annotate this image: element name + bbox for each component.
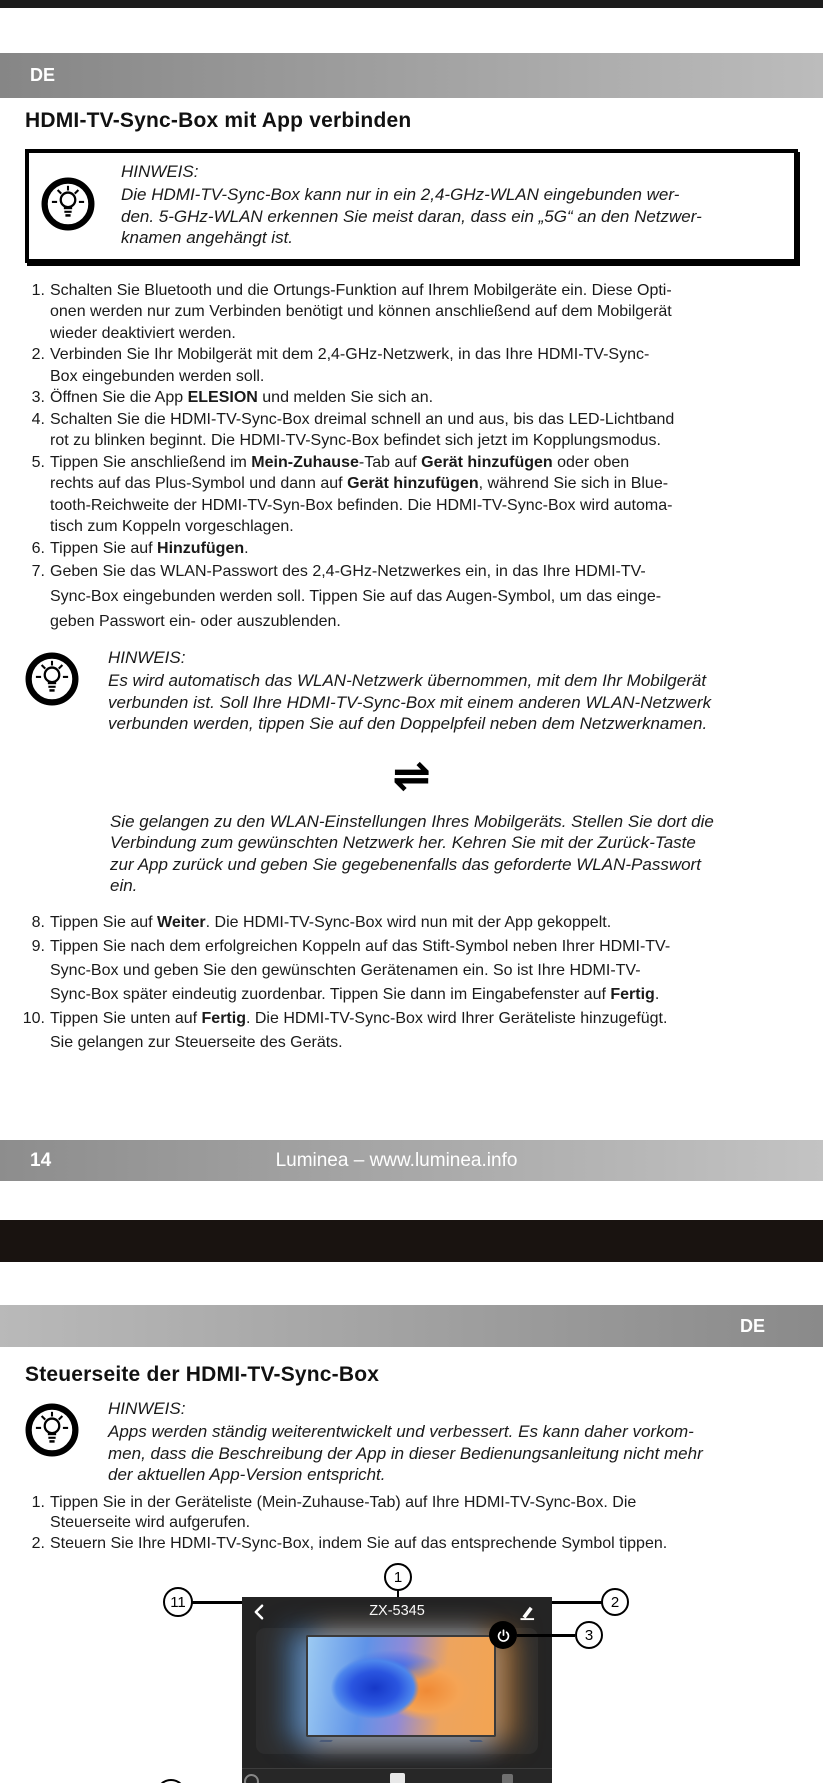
- callout-11-label: 11: [170, 1593, 186, 1611]
- edit-pencil-icon: [517, 1601, 538, 1622]
- toolbar-icon-partial: [502, 1774, 513, 1783]
- step-item: [25, 1534, 798, 1555]
- device-name-title: ZX-5345: [369, 1603, 425, 1619]
- language-badge: DE: [739, 1315, 765, 1336]
- step-text: Tippen Sie nach dem erfolgreichen Koppeln auf das Stift-Symbol neben Ihrer HDMI-TV- Sync-Box und geben Sie den gewünschten Gerätenamen ein. So ist Ihre HDMI-TV- Sync-Box später eindeutig zuordenbar. Tippen Sie dann im Eingabefenster auf Fertig.: [50, 937, 671, 1003]
- steps-list-2: [22, 911, 798, 1055]
- page2-language-bar: [0, 1305, 823, 1347]
- page1-title: HDMI-TV-Sync-Box mit App verbinden: [25, 109, 412, 132]
- note-inline: [25, 1397, 798, 1486]
- step-number: 2.: [31, 1534, 45, 1552]
- callout-3-line: [517, 1634, 575, 1637]
- callout-11: [163, 1587, 193, 1617]
- app-toolbar-strip: [242, 1768, 552, 1783]
- step-text: Tippen Sie in der Geräteliste (Mein-Zuhause-Tab) auf Ihre HDMI-TV-Sync-Box. Die Steuerseite wird aufgerufen.: [50, 1493, 637, 1531]
- toolbar-icon-partial: [244, 1774, 259, 1783]
- step-number: 2.: [31, 346, 45, 363]
- step-item: [25, 911, 798, 935]
- step-text: Geben Sie das WLAN-Passwort des 2,4-GHz-Netzwerkes ein, in das Ihre HDMI-TV- Sync-Box eingebunden werden soll. Tippen Sie auf das Augen-Symbol, um das einge- geben Passwort ein- oder auszublenden.: [50, 563, 662, 630]
- note-label: HINWEIS:: [108, 648, 186, 667]
- step-number: 3.: [31, 389, 45, 406]
- power-button-icon: [489, 1621, 517, 1649]
- tv-stand-left: [319, 1740, 333, 1742]
- step-item: [25, 559, 798, 634]
- callout-10-partial: [156, 1779, 186, 1783]
- footer-brand-url: Luminea – www.luminea.info: [275, 1149, 518, 1171]
- step-item: [25, 409, 798, 452]
- language-badge: DE: [30, 65, 56, 85]
- step-number: 5.: [31, 453, 45, 471]
- steps-list-page2: [25, 1493, 798, 1555]
- step-item: [25, 1493, 798, 1534]
- step-number: 4.: [31, 410, 45, 428]
- step-item: [25, 935, 798, 1007]
- lightbulb-icon: [41, 177, 95, 231]
- step-text: Schalten Sie Bluetooth und die Ortungs-Funktion auf Ihrem Mobilgeräte ein. Diese Opti- onen werden nur zum Verbinden benötigt und können anschließend auf dem Mobilgerät wieder deaktiviert werden.: [50, 281, 672, 342]
- step-text: Tippen Sie anschließend im Mein-Zuhause-Tab auf Gerät hinzufügen oder oben rechts auf das Plus-Symbol und dann auf Gerät hinzufügen, während Sie sich in Blue- tooth-Reichweite der HDMI-TV-Syn-Box befinden. Die HDMI-TV-Sync-Box wird automa- tisch zum Koppeln vorgeschlagen.: [50, 453, 673, 535]
- lightbulb-icon: [25, 1403, 79, 1457]
- note-text: Apps werden ständig weiterentwickelt und verbessert. Es kann daher vorkom- men, dass die Beschreibung der App in dieser Bedienungsanleitung nicht mehr der aktuellen App-Version entspricht.: [108, 1422, 703, 1484]
- page1-language-bar: [0, 53, 823, 98]
- step-text: Tippen Sie unten auf Fertig. Die HDMI-TV-Sync-Box wird Ihrer Geräteliste hinzugefügt. Sie gelangen zur Steuerseite des Geräts.: [50, 1009, 668, 1051]
- step-item: [22, 1007, 798, 1055]
- note-text: Es wird automatisch das WLAN-Netzwerk übernommen, mit dem Ihr Mobilgerät verbunden ist. Soll Ihre HDMI-TV-Sync-Box mit einem anderen WLAN-Netzwerk verbunden werden, tippen Sie auf den Doppelpfeil neben dem Netzwerknamen.: [108, 671, 712, 733]
- app-screenshot-figure: [0, 1563, 823, 1783]
- step-text: Tippen Sie auf Weiter. Die HDMI-TV-Sync-Box wird nun mit der App gekoppelt.: [50, 913, 612, 931]
- note-label: HINWEIS:: [108, 1399, 186, 1418]
- tv-ambient-image: [306, 1635, 496, 1737]
- step-number: 9.: [31, 937, 45, 955]
- steps-list-1: [25, 280, 798, 635]
- note-label: HINWEIS:: [121, 162, 199, 181]
- tv-stand-right: [469, 1740, 483, 1742]
- note-text: Die HDMI-TV-Sync-Box kann nur in ein 2,4-GHz-WLAN eingebunden wer- den. 5-GHz-WLAN erkennen Sie meist daran, dass ein „5G“ an den Netzwer- knamen angehängt ist.: [121, 185, 702, 247]
- lightbulb-icon: [25, 652, 79, 706]
- step-number: 1.: [31, 1493, 45, 1511]
- step-item: [25, 280, 798, 345]
- toolbar-icon-partial: [390, 1773, 405, 1783]
- step-number: 7.: [31, 563, 45, 580]
- page1-content: [22, 108, 798, 1055]
- step-text: Tippen Sie auf Hinzufügen.: [50, 539, 249, 557]
- step-number: 1.: [31, 281, 45, 299]
- note-inline: [25, 646, 798, 735]
- step-number: 10.: [22, 1009, 45, 1027]
- callout-1: [384, 1563, 412, 1591]
- step-text: Steuern Sie Ihre HDMI-TV-Sync-Box, indem Sie auf das entsprechende Symbol tippen.: [50, 1534, 668, 1552]
- page1-footer-bar: [0, 1140, 823, 1181]
- page-separator-bar: [0, 1220, 823, 1262]
- callout-3-label: 3: [584, 1626, 594, 1644]
- network-switch-arrows-icon: ⇌: [392, 748, 431, 801]
- note-box: [25, 149, 798, 263]
- callout-1-label: 1: [393, 1568, 403, 1586]
- step-item: [25, 344, 798, 387]
- step-number: 8.: [31, 913, 45, 931]
- step-item: [25, 387, 798, 409]
- step-text: Schalten Sie die HDMI-TV-Sync-Box dreimal schnell an und aus, bis das LED-Lichtband rot zu blinken beginnt. Die HDMI-TV-Sync-Box befindet sich jetzt im Kopplungsmodus.: [50, 410, 675, 449]
- step-item: [25, 538, 798, 560]
- wifi-settings-paragraph: Sie gelangen zu den WLAN-Einstellungen Ihres Mobilgeräts. Stellen Sie dort die Verbindung zum gewünschten Netzwerk her. Kehren Sie mit der Zurück-Taste zur App zurück und geben Sie gegebenenfalls das geforderte WLAN-Passwort ein.: [110, 811, 714, 895]
- step-item: [25, 452, 798, 538]
- step-number: 6.: [31, 539, 45, 557]
- page2-title: Steuerseite der HDMI-TV-Sync-Box: [25, 1363, 380, 1386]
- step-text: Verbinden Sie Ihr Mobilgerät mit dem 2,4-GHz-Netzwerk, in das Ihre HDMI-TV-Sync- Box eingebunden werden soll.: [50, 346, 650, 385]
- callout-3: [575, 1621, 603, 1649]
- callout-11-line: [192, 1601, 244, 1604]
- callout-2: [601, 1588, 629, 1616]
- page2-content: [25, 1362, 798, 1554]
- page-number: 14: [30, 1149, 52, 1171]
- step-text: Öffnen Sie die App ELESION und melden Sie sich an.: [50, 389, 434, 406]
- top-black-bar: [0, 0, 823, 8]
- callout-2-label: 2: [610, 1593, 620, 1611]
